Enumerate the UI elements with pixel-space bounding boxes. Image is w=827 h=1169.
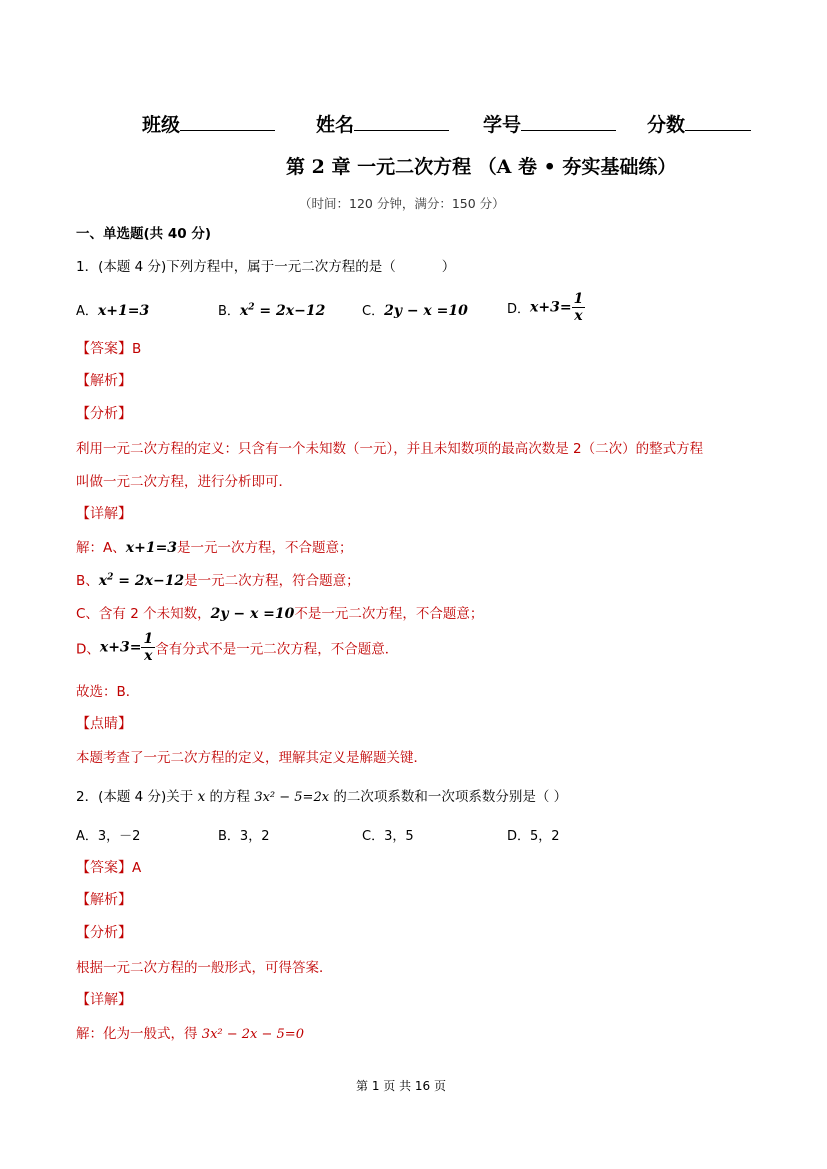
q2-option-a: A．3，－2 <box>76 829 141 844</box>
q1-option-a-math: x+1=3 <box>97 303 150 319</box>
q1-detail-a-math: x+1=3 <box>125 540 178 556</box>
class-blank <box>180 113 275 131</box>
score-blank <box>685 113 751 131</box>
page-subtitle: （时间：120 分钟，满分：150 分） <box>299 196 505 211</box>
q1-option-c-label: C． <box>362 304 385 319</box>
q1-fenxi-tag: 【分析】 <box>76 406 132 422</box>
q2-detail: 解：化为一般式，得 3x² − 2x − 5=0 <box>76 1026 304 1042</box>
q2-option-d: D．5，2 <box>507 829 560 844</box>
q1-comment-tag: 【点睛】 <box>76 716 132 732</box>
q2-fenxi-tag: 【分析】 <box>76 925 132 941</box>
q2-answer-tag: 【答案】 <box>76 860 132 876</box>
page-footer: 第 1 页 共 16 页 <box>356 1079 446 1093</box>
q2-stem-eq: 3x² − 5=2x <box>254 790 330 805</box>
q1-analysis-tag: 【解析】 <box>76 373 132 389</box>
q1-option-c-math: 2y − x =10 <box>384 303 468 319</box>
q1-option-d-fraction: $\frac{1}{x}$ <box>573 291 584 324</box>
q1-option-c <box>362 300 468 319</box>
q2-answer <box>76 857 141 877</box>
q1-choose: 故选：B． <box>76 684 140 700</box>
name-label: 姓名 <box>316 114 355 136</box>
q1-answer-value: B <box>132 341 142 357</box>
q1-option-d-math: x+3= <box>530 299 572 316</box>
class-label: 班级 <box>142 114 181 136</box>
page-title: 第 2 章 一元二次方程 （A 卷 • 夯实基础练） <box>286 156 677 178</box>
name-field <box>316 110 449 137</box>
q2-option-c: C．3，5 <box>362 829 414 844</box>
student-id-field <box>483 110 616 137</box>
score-label: 分数 <box>647 114 686 136</box>
q1-detail-d-fraction: $\frac{1}{x}$ <box>143 631 154 664</box>
student-id-label: 学号 <box>483 114 522 136</box>
q2-option-b: B．3，2 <box>218 829 270 844</box>
q2-fenxi: 根据一元二次方程的一般形式，可得答案． <box>76 960 333 976</box>
q1-answer <box>76 338 141 358</box>
q1-option-a-label: A． <box>76 304 98 319</box>
q1-detail-d: D、x+3= $\frac{1}{x}$ 含有分式不是一元二次方程，不合题意． <box>76 631 399 664</box>
q2-stem-var: x <box>197 789 206 805</box>
q1-detail-d-math: x+3= <box>99 639 142 656</box>
q2-stem: 2．(本题 4 分)关于 x 的方程 3x² − 5=2x 的二次项系数和一次项系数分别是（ ） <box>76 789 568 805</box>
class-field <box>142 110 275 137</box>
q1-stem <box>76 255 455 275</box>
q1-option-a <box>76 300 149 319</box>
q1-detail-b: B、$x^2 = 2x-12$是一元二次方程，符合题意； <box>76 572 360 589</box>
q1-detail-a: 解：A、x+1=3是一元一次方程，不合题意； <box>76 540 353 556</box>
q1-detail-c-math: 2y − x =10 <box>210 606 295 622</box>
q2-detail-eq: 3x² − 2x − 5=0 <box>201 1027 304 1042</box>
q1-option-d <box>507 292 585 323</box>
q1-detail-c: C、含有 2 个未知数，2y − x =10不是一元二次方程，不合题意； <box>76 606 484 622</box>
q1-stem-text: 1．(本题 4 分)下列方程中，属于一元二次方程的是（ <box>76 259 396 275</box>
score-field <box>647 110 751 137</box>
q1-option-b-math: $x^2 = 2x-12$ <box>239 302 326 319</box>
q1-detail-tag: 【详解】 <box>76 506 132 522</box>
student-id-blank <box>521 113 616 131</box>
q1-comment: 本题考查了一元二次方程的定义，理解其定义是解题关键． <box>76 750 427 766</box>
name-blank <box>354 113 449 131</box>
q1-option-b-label: B． <box>218 304 240 319</box>
q1-option-b <box>218 300 325 319</box>
q1-fenxi-line1: 利用一元二次方程的定义：只含有一个未知数（一元），并且未知数项的最高次数是 2（二次）的整式方程 <box>76 441 704 457</box>
section-heading: 一、单选题(共 40 分) <box>76 226 212 242</box>
q1-detail-b-math: $x^2 = 2x-12$ <box>98 572 185 589</box>
q1-answer-tag: 【答案】 <box>76 341 132 357</box>
q1-option-d-label: D． <box>507 302 531 317</box>
q1-stem-close: ） <box>441 259 456 275</box>
q2-detail-tag: 【详解】 <box>76 992 132 1008</box>
q1-fenxi-line2: 叫做一元二次方程，进行分析即可． <box>76 474 292 490</box>
q2-analysis-tag: 【解析】 <box>76 892 132 908</box>
q2-answer-value: A <box>132 860 142 876</box>
